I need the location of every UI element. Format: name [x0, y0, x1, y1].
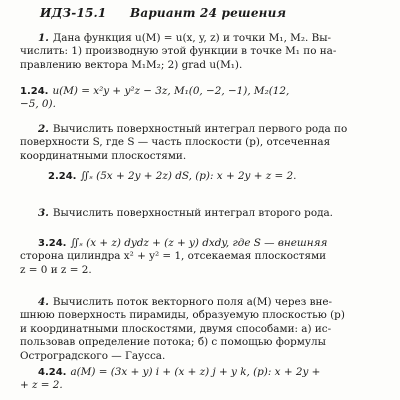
- task-4: [20, 296, 382, 363]
- doc-title: ИДЗ-15.1: [40, 6, 107, 20]
- problem-text-line: a(M) = (3x + y) i + (x + z) j + y k, (p): x + 2y +: [70, 366, 321, 378]
- variant-title: Вариант 24 решения: [130, 6, 287, 20]
- task-text-line: координатными плоскостями.: [20, 149, 187, 162]
- problem-number: 2.24.: [48, 171, 77, 182]
- problem-3-24: [20, 237, 382, 277]
- task-text-line: числить: 1) производную этой функции в точке M₁ по на-: [20, 45, 337, 58]
- problem-1-24: [20, 85, 382, 112]
- problem-text-line: ∬ₛ (5x + 2y + 2z) dS, (p): x + 2y + z = 2.: [80, 170, 297, 182]
- task-3: [20, 207, 382, 220]
- task-number: 4.: [38, 296, 49, 308]
- problem-text-line: ∬ₛ (x + z) dydz + (z + y) dxdy, где S — внешняя: [70, 237, 328, 249]
- task-text-line: поверхности S, где S — часть плоскости (p), отсеченная: [20, 136, 331, 149]
- problem-text-line: сторона цилиндра x² + y² = 1, отсекаемая плоскостями: [20, 250, 327, 263]
- task-text-line: пользовав определение потока; б) с помощью формулы: [20, 336, 326, 349]
- task-text-line: правлению вектора M₁M₂; 2) grad u(M₁).: [20, 58, 243, 71]
- task-1: [20, 32, 382, 72]
- problem-number: 3.24.: [38, 238, 67, 249]
- problem-text-line: u(M) = x²y + y²z − 3z, M₁(0, −2, −1), M₂(12,: [52, 85, 290, 97]
- task-text-line: Вычислить поток векторного поля a(M) через вне-: [52, 296, 333, 308]
- task-number: 2.: [38, 123, 49, 135]
- page-header: [40, 6, 380, 20]
- problem-2-24: [48, 170, 400, 183]
- problem-number: 1.24.: [20, 86, 49, 97]
- task-text-line: Дана функция u(M) = u(x, y, z) и точки M₁, M₂. Вы-: [52, 32, 332, 44]
- task-number: 3.: [38, 207, 49, 219]
- task-text-line: Вычислить поверхностный интеграл первого рода по: [52, 123, 348, 135]
- task-text-line: Вычислить поверхностный интеграл второго рода.: [52, 207, 333, 219]
- task-text-line: Остроградского — Гаусса.: [20, 349, 166, 362]
- problem-text-line: z = 0 и z = 2.: [20, 263, 92, 276]
- problem-text-line: −5, 0).: [20, 98, 56, 111]
- task-2: [20, 123, 382, 163]
- problem-4-24: [20, 366, 382, 393]
- task-text-line: и координатными плоскостями, двумя способами: а) ис-: [20, 322, 332, 335]
- problem-text-line: + z = 2.: [20, 379, 63, 392]
- task-number: 1.: [38, 32, 49, 44]
- task-text-line: шнюю поверхность пирамиды, образуемую плоскостью (p): [20, 309, 345, 322]
- problem-number: 4.24.: [38, 367, 67, 378]
